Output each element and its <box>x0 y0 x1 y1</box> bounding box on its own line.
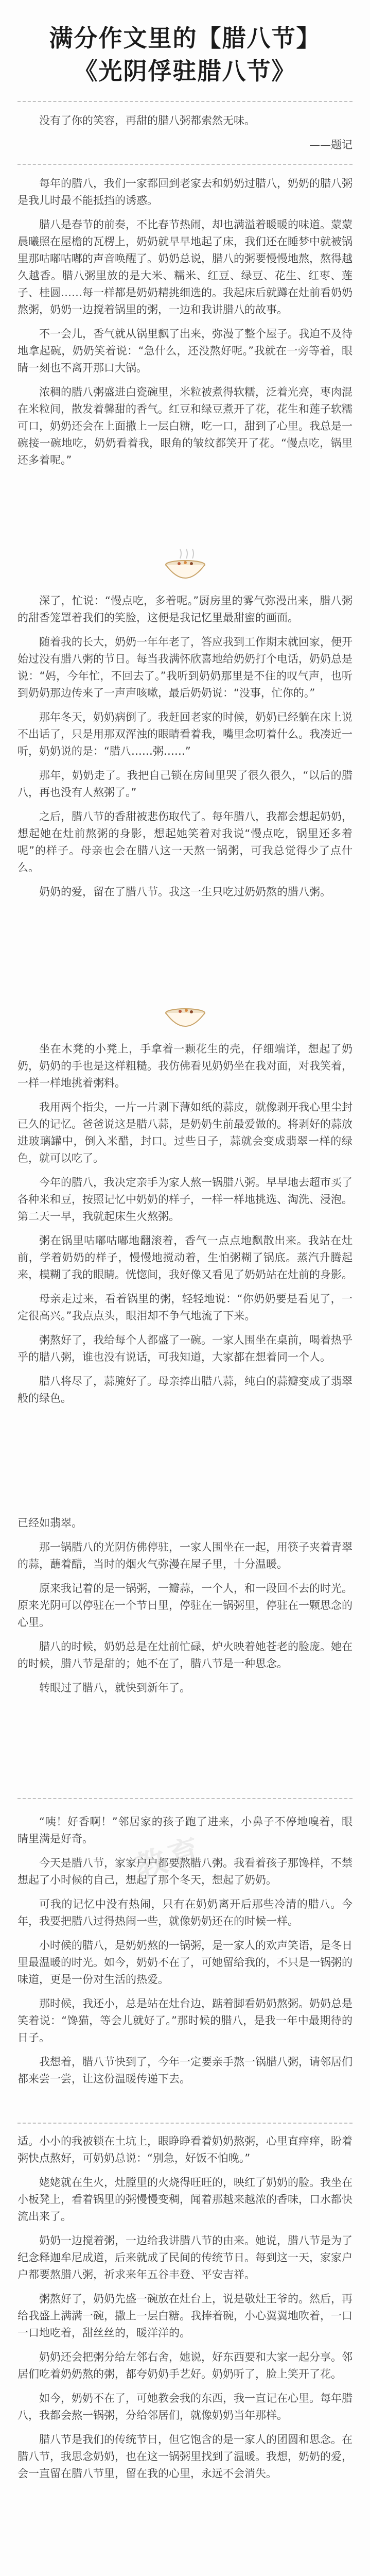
paragraph: 每年的腊八，我们一家都回到老家去和奶奶过腊八，奶奶的腊八粥是我儿时最不能抵挡的诱惑。 <box>17 177 353 207</box>
paragraph: 转眼过了腊八，就快到新年了。 <box>39 1682 190 1694</box>
paragraph: 原来我记着的是一锅粥，一瓣蒜，一个人，和一段回不去的时光。原来光阴可以停驻在一个节日里，停驻在一锅粥里，停驻在一颗思念的心里。 <box>17 1582 353 1629</box>
paragraph: 奶奶的爱，留在了腊八节。我这一生只吃过奶奶熬的腊八粥。 <box>39 886 331 898</box>
paragraph: 粥在锅里咕嘟咕嘟地翻滚着，香气一点点地飘散出来。我站在灶前，学着奶奶的样子，慢慢地搅动着，生怕粥糊了锅底。蒸汽升腾起来，模糊了我的眼睛。恍惚间，我好像又看见了奶奶站在灶前的身影。 <box>17 1234 353 1281</box>
title-line-1: 满分作文里的【腊八节】 <box>49 24 321 52</box>
paragraph: 腊八是春节的前奏，不比春节热闹，却也满溢着暖暖的味道。蒙蒙晨曦照在屋檐的瓦楞上，奶奶就早早地起了床，我们还在睡梦中就被锅里那咕嘟咕嘟的声音唤醒了。奶奶总说，腊八的粥要慢慢地熬，熬得越久越香。腊八粥里放的是大米、糯米、红豆、绿豆、花生、红枣、莲子、桂圆……每一样都是奶奶精挑细选的。我起床后就蹲在灶前看奶奶熬粥，奶奶一边搅着锅里的粥，一边和我讲腊八的故事。 <box>17 218 353 316</box>
divider <box>17 2123 353 2124</box>
section-6 <box>17 2133 353 2489</box>
paragraph: 随着我的长大，奶奶一年年老了，答应我到工作期末就回家，便开始过没有腊八粥的节日。每当我满怀欣喜地给奶奶打个电话，奶奶总是说：“妈，今年忙，不回去了。”我听到奶奶那里是不住的叹气声，也听到奶奶那边传来了一声声咳嗽，最后奶奶说：“没事，忙你的。” <box>17 636 353 699</box>
paragraph: 不一会儿，香气就从锅里飘了出来，弥漫了整个屋子。我迫不及待地拿起碗，奶奶笑着说：“急什么，还没熬好呢。”我就在一旁等着，眼睛一刻也不离开那口大锅。 <box>17 328 353 374</box>
paragraph: 如今，奶奶不在了，可她教会我的东西，我一直记在心里。每年腊八，我都会熬一锅粥，分给邻居们，就像奶奶当年那样。 <box>17 2392 353 2421</box>
divider <box>17 101 353 102</box>
paragraph: 没有了你的笑容，再甜的腊八粥都索然无味。 <box>39 114 255 127</box>
paragraph: 可我的记忆中没有热闹，只有在奶奶离开后那些冷清的腊八。今年，我要把腊八过得热闹一些，就像奶奶还在的时候一样。 <box>17 1898 353 1927</box>
paragraph: 腊八将尽了，蒜腌好了。母亲捧出腊八蒜，纯白的蒜瓣变成了翡翠般的绿色。 <box>17 1375 353 1404</box>
paragraph: 坐在木凳的小凳上，手拿着一颗花生的壳，仔细端详，想起了奶奶，奶奶的手也是这样粗糙。我仿佛看见奶奶坐在我对面，对我笑着，一样一样地挑着粥料。 <box>17 1043 353 1089</box>
paragraph: 腊八节是我们的传统节日，但它饱含的是一家人的团圆和思念。在腊八节，我思念奶奶，也在这一锅粥里找到了温暖。我想，奶奶的爱，会一直留在腊八节里，留在我的心里，永远不会消失。 <box>17 2433 353 2480</box>
epigraph-section <box>17 112 353 158</box>
paragraph: 奶奶还会把粥分给左邻右舍，她说，好东西要和大家一起分享。邻居们吃着奶奶熬的粥，都夸奶奶手艺好。奶奶听了，脸上笑开了花。 <box>17 2351 353 2380</box>
divider <box>17 164 353 165</box>
paragraph: 今天是腊八节，家家户户都要熬腊八粥。我看着孩子那馋样，不禁想起了小时候的自己，想起了那个冬天，想起了奶奶。 <box>17 1857 353 1886</box>
paragraph: 已经如翡翠。 <box>17 1517 82 1529</box>
paragraph: “咦！好香啊！”邻居家的孩子跑了进来，小鼻子不停地嗅着，眼睛里满是好奇。 <box>17 1816 353 1845</box>
divider <box>17 1798 353 1799</box>
paragraph: 适。小小的我被锁在土坑上，眼睁睁看着奶奶熬粥，心里直痒痒，盼着粥快点熬好，可奶奶总说：“别急，好饭不怕晚。” <box>17 2135 353 2164</box>
paragraph: 浓稠的腊八粥盛进白瓷碗里，米粒被煮得软糯，泛着光亮，枣肉混在米粒间，散发着馨甜的香气。红豆和绿豆煮开了花，花生和莲子软糯可口，奶奶还会在上面撒上一层白糖，吃一口，甜到了心里。我总是一碗接一碗地吃，奶奶看着我，眼角的皱纹都笑开了花。“慢点吃，锅里还多着呢。” <box>17 386 353 466</box>
bowl-icon <box>154 994 216 1036</box>
bowl-icon <box>154 546 216 587</box>
paragraph: 小时候的腊八，是奶奶熬的一锅粥，是一家人的欢声笑语，是冬日里最温暖的时光。如今，奶奶不在了，可她留给我的，不只是一锅粥的味道，更是一份对生活的热爱。 <box>17 1939 353 1986</box>
epigraph-signature: ——题记 <box>309 139 353 151</box>
paragraph: 母亲走过来，看着锅里的粥，轻轻地说：“你奶奶要是看见了，一定很高兴。”我点点头，眼泪却不争气地流了下来。 <box>17 1293 353 1322</box>
paragraph: 那年，奶奶走了。我把自己锁在房间里哭了很久很久，“以后的腊八，再也没有人熬粥了。” <box>17 769 353 799</box>
paragraph: 我用两个指尖，一片一片剥下薄如纸的蒜皮，就像剥开我心里尘封已久的记忆。爸爸说这是腊八蒜，是奶奶生前最爱做的。将剥好的蒜放进玻璃罐中，倒入米醋，封口。过些日子，蒜就会变成翡翠一样的绿色，就可以吃了。 <box>17 1101 353 1164</box>
section-3 <box>17 1041 353 1414</box>
paragraph: 粥熬好了，我给每个人都盛了一碗。一家人围坐在桌前，喝着热乎乎的腊八粥，谁也没有说话，可我知道，大家都在想着同一个人。 <box>17 1334 353 1363</box>
paragraph: 我想着，腊八节快到了，今年一定要亲手熬一锅腊八粥，请邻居们都来尝一尝，让这份温暖传递下去。 <box>17 2056 353 2085</box>
section-5 <box>17 1814 353 2095</box>
section-2 <box>17 592 353 908</box>
article-header <box>0 0 370 103</box>
paragraph: 深了，忙说：“慢点吃，多着呢。”厨房里的雾气弥漫出来，腊八粥的甜香笼罩着我们的笑脸，这便是我记忆里最甜蜜的画面。 <box>17 595 353 624</box>
title-line-2: 《光阴俘驻腊八节》 <box>74 57 296 85</box>
section-4 <box>17 1515 353 1704</box>
paragraph: 粥熬好了，奶奶先盛一碗放在灶台上，说是敬灶王爷的。然后，再给我盛上满满一碗，撒上一层白糖。我捧着碗，小心翼翼地吹着，一口一口地吃着，甜丝丝的，暖洋洋的。 <box>17 2293 353 2339</box>
paragraph: 腊八的时候，奶奶总是在灶前忙碌，炉火映着她苍老的脸庞。她在的时候，腊八节是甜的；她不在了，腊八节是一种思念。 <box>17 1640 353 1670</box>
paragraph: 那年冬天，奶奶病倒了。我赶回老家的时候，奶奶已经躺在床上说不出话了，只是用那双浑浊的眼睛看着我，嘴里念叨着什么。我凑近一听，奶奶说的是：“腊八……粥……” <box>17 711 353 757</box>
paragraph: 奶奶一边搅着粥，一边给我讲腊八节的由来。她说，腊八节是为了纪念释迦牟尼成道，后来就成了民间的传统节日。每到这一天，家家户户都要熬腊八粥，祈求来年五谷丰登、平安吉祥。 <box>17 2234 353 2281</box>
section-1 <box>17 175 353 476</box>
paragraph: 今年的腊八，我决定亲手为家人熬一锅腊八粥。早早地去超市买了各种米和豆，按照记忆中奶奶的样子，一样一样地挑选、淘洗、浸泡。第二天一早，我就起床生火熬粥。 <box>17 1176 353 1223</box>
paragraph: 姥姥就在生火，灶膛里的火烧得旺旺的，映红了奶奶的脸。我坐在小板凳上，看着锅里的粥慢慢变稠，闻着那越来越浓的香味，口水都快流出来了。 <box>17 2176 353 2223</box>
paragraph: 那一锅腊八的光阴仿佛停驻，一家人围坐在一起，用筷子夹着青翠的蒜，蘸着醋，当时的烟火气弥漫在屋子里，十分温暖。 <box>17 1541 353 1570</box>
paragraph: 那时候，我还小，总是站在灶台边，踮着脚看奶奶熬粥。奶奶总是笑着说：“馋猫，等会儿就好了。”那时候的腊八，是我一年中最期待的日子。 <box>17 1997 353 2044</box>
paragraph: 之后，腊八节的香甜被悲伤取代了。每年腊八，我都会想起奶奶，想起她在灶前熬粥的身影，想起她笑着对我说“慢点吃，锅里还多着呢”的样子。母亲也会在腊八这一天熬一锅粥，可我总觉得少了点什么。 <box>17 810 353 874</box>
watermark: 教育 <box>131 1831 209 1887</box>
